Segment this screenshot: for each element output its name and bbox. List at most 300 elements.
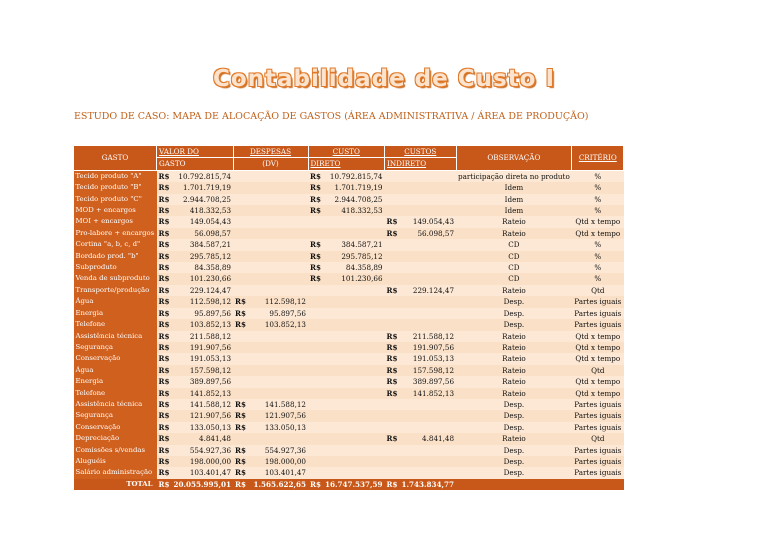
custo-direto-amount: 101.230,66 bbox=[323, 273, 385, 284]
custo-direto-currency bbox=[308, 410, 323, 421]
custo-indireto-amount: 4.841,48 bbox=[400, 433, 457, 444]
custo-direto-amount bbox=[323, 388, 385, 399]
despesa-amount bbox=[248, 433, 308, 444]
despesa-currency: R$ bbox=[235, 411, 246, 421]
observacao-cell: Desp. bbox=[456, 467, 572, 478]
table-row bbox=[74, 342, 624, 353]
criterio-cell: Qtd x tempo bbox=[572, 216, 624, 227]
despesa-amount: 198.000,00 bbox=[248, 456, 308, 467]
custo-direto-amount bbox=[323, 410, 385, 421]
gasto-label: Subproduto bbox=[74, 262, 157, 273]
custo-direto-currency bbox=[308, 319, 323, 330]
valor-currency: R$ bbox=[158, 399, 170, 409]
gasto-label: Segurança bbox=[74, 410, 157, 421]
valor-currency: R$ bbox=[158, 354, 170, 364]
gasto-label: Comissões s/vendas bbox=[74, 445, 157, 456]
custo-direto-amount bbox=[323, 296, 385, 307]
observacao-cell: Desp. bbox=[456, 399, 572, 410]
despesa-currency bbox=[233, 170, 248, 182]
custo-direto-currency: R$ bbox=[310, 171, 321, 181]
custo-direto-currency: R$ bbox=[310, 240, 321, 250]
despesa-amount: 103.401,47 bbox=[248, 467, 308, 478]
criterio-cell: Qtd x tempo bbox=[572, 388, 624, 399]
custo-direto-currency bbox=[308, 342, 323, 353]
header-custo-bottom: DIRETO bbox=[308, 158, 385, 170]
custo-indireto-amount bbox=[400, 308, 457, 319]
observacao-cell: Rateio bbox=[456, 433, 572, 444]
valor-currency: R$ bbox=[158, 468, 170, 478]
despesa-amount bbox=[248, 273, 308, 284]
custo-indireto-amount bbox=[400, 410, 457, 421]
gasto-label: Bordado prod. "b" bbox=[74, 251, 157, 262]
observacao-cell: Desp. bbox=[456, 308, 572, 319]
custo-direto-currency bbox=[308, 331, 323, 342]
despesa-currency: R$ bbox=[235, 456, 246, 466]
table-row bbox=[74, 308, 624, 319]
despesa-currency bbox=[233, 353, 248, 364]
header-observacao: OBSERVAÇÃO bbox=[456, 146, 572, 171]
custo-indireto-currency: R$ bbox=[386, 434, 398, 444]
valor-currency: R$ bbox=[158, 217, 170, 227]
gasto-label: Tecido produto "B" bbox=[74, 182, 157, 193]
gasto-label: MOI + encargos bbox=[74, 216, 157, 227]
table-row bbox=[74, 216, 624, 227]
header-criterio: CRITÉRIO bbox=[572, 146, 624, 171]
observacao-cell: Rateio bbox=[456, 216, 572, 227]
custo-indireto-currency: R$ bbox=[386, 365, 398, 375]
valor-currency: R$ bbox=[158, 240, 170, 250]
valor-amount: 95.897,56 bbox=[171, 308, 233, 319]
custo-direto-amount: 2.944.708,25 bbox=[323, 194, 385, 205]
valor-amount: 10.792.815,74 bbox=[171, 170, 233, 182]
gasto-label: Energia bbox=[74, 376, 157, 387]
table-row bbox=[74, 456, 624, 467]
custo-direto-amount bbox=[323, 319, 385, 330]
custo-direto-amount bbox=[323, 376, 385, 387]
valor-amount: 133.050,13 bbox=[171, 422, 233, 433]
observacao-cell: Rateio bbox=[456, 388, 572, 399]
valor-currency: R$ bbox=[158, 365, 170, 375]
valor-currency: R$ bbox=[158, 228, 170, 238]
despesa-amount: 141.588,12 bbox=[248, 399, 308, 410]
custo-direto-amount: 10.792.815,74 bbox=[323, 170, 385, 182]
valor-amount: 103.852,13 bbox=[171, 319, 233, 330]
valor-amount: 191.053,13 bbox=[171, 353, 233, 364]
custo-indireto-amount: 211.588,12 bbox=[400, 331, 457, 342]
despesa-amount: 103.852,13 bbox=[248, 319, 308, 330]
custo-indireto-currency: R$ bbox=[386, 342, 398, 352]
despesa-amount bbox=[248, 376, 308, 387]
valor-currency: R$ bbox=[158, 434, 170, 444]
table-row bbox=[74, 239, 624, 250]
gasto-label: Segurança bbox=[74, 342, 157, 353]
observacao-cell: Desp. bbox=[456, 422, 572, 433]
observacao-cell: Rateio bbox=[456, 228, 572, 239]
despesa-currency bbox=[233, 239, 248, 250]
custo-direto-amount: 384.587,21 bbox=[323, 239, 385, 250]
criterio-cell: % bbox=[572, 251, 624, 262]
custo-indireto-currency bbox=[385, 319, 400, 330]
valor-currency: R$ bbox=[158, 308, 170, 318]
table-row bbox=[74, 376, 624, 387]
custo-indireto-amount bbox=[400, 194, 457, 205]
criterio-cell: % bbox=[572, 170, 624, 182]
custo-direto-amount: 84.358,89 bbox=[323, 262, 385, 273]
header-despesas-bottom: (DV) bbox=[233, 158, 308, 170]
gasto-label: Tecido produto "A" bbox=[74, 170, 157, 182]
valor-currency: R$ bbox=[158, 377, 170, 387]
custo-direto-currency: R$ bbox=[310, 263, 321, 273]
criterio-cell: % bbox=[572, 194, 624, 205]
custo-indireto-amount: 56.098,57 bbox=[400, 228, 457, 239]
observacao-cell: Idem bbox=[456, 205, 572, 216]
custo-indireto-amount: 157.598,12 bbox=[400, 365, 457, 376]
custo-direto-currency bbox=[308, 296, 323, 307]
valor-amount: 56.098,57 bbox=[171, 228, 233, 239]
observacao-cell: Desp. bbox=[456, 456, 572, 467]
table-row bbox=[74, 228, 624, 239]
custo-indireto-amount bbox=[400, 422, 457, 433]
valor-currency: R$ bbox=[158, 206, 170, 216]
custo-direto-currency: R$ bbox=[310, 274, 321, 284]
header-custos-bottom: INDIRETO bbox=[385, 158, 457, 170]
despesa-currency bbox=[233, 365, 248, 376]
gasto-label: Água bbox=[74, 296, 157, 307]
total-observacao bbox=[456, 479, 572, 490]
header-custos-top: CUSTOS bbox=[385, 146, 457, 158]
custo-direto-amount bbox=[323, 285, 385, 296]
custo-indireto-currency: R$ bbox=[386, 377, 398, 387]
criterio-cell: Partes iguais bbox=[572, 467, 624, 478]
table-row bbox=[74, 319, 624, 330]
table-row bbox=[74, 182, 624, 193]
custo-direto-currency bbox=[308, 399, 323, 410]
custo-direto-currency bbox=[308, 216, 323, 227]
despesa-amount bbox=[248, 170, 308, 182]
custo-direto-currency bbox=[308, 308, 323, 319]
valor-amount: 121.907,56 bbox=[171, 410, 233, 421]
table-row bbox=[74, 467, 624, 478]
custo-direto-amount bbox=[323, 365, 385, 376]
custo-indireto-amount bbox=[400, 205, 457, 216]
custo-indireto-currency bbox=[385, 205, 400, 216]
custo-direto-amount bbox=[323, 216, 385, 227]
gasto-label: Assistência técnica bbox=[74, 399, 157, 410]
custo-direto-amount bbox=[323, 467, 385, 478]
custo-indireto-amount bbox=[400, 262, 457, 273]
custo-indireto-currency bbox=[385, 262, 400, 273]
table-row bbox=[74, 251, 624, 262]
despesa-amount bbox=[248, 285, 308, 296]
table-header bbox=[74, 146, 624, 171]
custo-indireto-amount: 229.124,47 bbox=[400, 285, 457, 296]
criterio-cell: % bbox=[572, 182, 624, 193]
gasto-label: Salário administração bbox=[74, 467, 157, 478]
despesa-amount bbox=[248, 262, 308, 273]
criterio-cell: Partes iguais bbox=[572, 308, 624, 319]
criterio-cell: Qtd bbox=[572, 285, 624, 296]
allocation-table bbox=[73, 145, 624, 490]
despesa-amount bbox=[248, 388, 308, 399]
table-row bbox=[74, 422, 624, 433]
criterio-cell: Qtd bbox=[572, 433, 624, 444]
criterio-cell: Qtd x tempo bbox=[572, 353, 624, 364]
table-row bbox=[74, 296, 624, 307]
custo-direto-currency bbox=[308, 388, 323, 399]
criterio-cell: Partes iguais bbox=[572, 319, 624, 330]
custo-indireto-currency: R$ bbox=[386, 285, 398, 295]
despesa-amount bbox=[248, 194, 308, 205]
valor-amount: 418.332,53 bbox=[171, 205, 233, 216]
despesa-amount: 554.927,36 bbox=[248, 445, 308, 456]
gasto-label: Telefone bbox=[74, 388, 157, 399]
valor-amount: 112.598,12 bbox=[171, 296, 233, 307]
despesa-currency bbox=[233, 251, 248, 262]
valor-currency: R$ bbox=[158, 422, 170, 432]
header-gasto: GASTO bbox=[74, 146, 157, 171]
despesa-currency: R$ bbox=[235, 297, 246, 307]
criterio-cell: Partes iguais bbox=[572, 456, 624, 467]
gasto-label: Assistência técnica bbox=[74, 331, 157, 342]
despesa-currency bbox=[233, 342, 248, 353]
table-row bbox=[74, 388, 624, 399]
despesa-currency bbox=[233, 331, 248, 342]
criterio-cell: Partes iguais bbox=[572, 422, 624, 433]
valor-currency: R$ bbox=[158, 183, 170, 193]
page-title: Contabilidade de Custo I bbox=[212, 66, 556, 92]
despesa-amount: 121.907,56 bbox=[248, 410, 308, 421]
valor-amount: 389.897,56 bbox=[171, 376, 233, 387]
valor-currency: R$ bbox=[158, 297, 170, 307]
case-study-subtitle: ESTUDO DE CASO: MAPA DE ALOCAÇÃO DE GASTOS (ÁREA ADMINISTRATIVA / ÁREA DE PRODUÇÃO) bbox=[74, 111, 589, 122]
despesa-currency bbox=[233, 433, 248, 444]
custo-direto-currency bbox=[308, 456, 323, 467]
valor-currency: R$ bbox=[158, 263, 170, 273]
criterio-cell: Qtd bbox=[572, 365, 624, 376]
valor-currency: R$ bbox=[158, 331, 170, 341]
custo-direto-amount bbox=[323, 433, 385, 444]
table-row bbox=[74, 410, 624, 421]
custo-indireto-amount: 389.897,56 bbox=[400, 376, 457, 387]
custo-indireto-amount: 191.907,56 bbox=[400, 342, 457, 353]
criterio-cell: Qtd x tempo bbox=[572, 376, 624, 387]
observacao-cell: Desp. bbox=[456, 296, 572, 307]
total-valor: 20.055.995,01 bbox=[173, 479, 232, 489]
valor-amount: 141.588,12 bbox=[171, 399, 233, 410]
criterio-cell: Qtd x tempo bbox=[572, 342, 624, 353]
despesa-amount bbox=[248, 228, 308, 239]
despesa-currency bbox=[233, 182, 248, 193]
observacao-cell: Desp. bbox=[456, 319, 572, 330]
despesa-currency bbox=[233, 228, 248, 239]
table-row bbox=[74, 433, 624, 444]
valor-amount: 2.944.708,25 bbox=[171, 194, 233, 205]
valor-amount: 84.358,89 bbox=[171, 262, 233, 273]
despesa-amount: 112.598,12 bbox=[248, 296, 308, 307]
custo-indireto-currency bbox=[385, 467, 400, 478]
custo-indireto-currency: R$ bbox=[386, 217, 398, 227]
despesa-amount bbox=[248, 216, 308, 227]
criterio-cell: Partes iguais bbox=[572, 445, 624, 456]
total-despesa-currency: R$ bbox=[235, 479, 246, 489]
valor-amount: 101.230,66 bbox=[171, 273, 233, 284]
observacao-cell: CD bbox=[456, 239, 572, 250]
custo-indireto-currency: R$ bbox=[386, 354, 398, 364]
observacao-cell: CD bbox=[456, 273, 572, 284]
despesa-currency: R$ bbox=[235, 468, 246, 478]
custo-indireto-currency bbox=[385, 239, 400, 250]
custo-indireto-currency bbox=[385, 194, 400, 205]
gasto-label: Cortina "a, b, c, d" bbox=[74, 239, 157, 250]
total-despesa: 1.565.622,65 bbox=[248, 479, 308, 490]
observacao-cell: Idem bbox=[456, 194, 572, 205]
valor-currency: R$ bbox=[158, 456, 170, 466]
custo-direto-amount: 1.701.719,19 bbox=[323, 182, 385, 193]
criterio-cell: Qtd x tempo bbox=[572, 331, 624, 342]
despesa-amount bbox=[248, 239, 308, 250]
custo-direto-amount bbox=[323, 228, 385, 239]
gasto-label: Pro-labore + encargos bbox=[74, 228, 157, 239]
header-despesas-top: DESPESAS bbox=[233, 146, 308, 158]
custo-indireto-currency bbox=[385, 399, 400, 410]
custo-direto-currency: R$ bbox=[310, 206, 321, 216]
gasto-label: Aluguéis bbox=[74, 456, 157, 467]
custo-direto-amount bbox=[323, 353, 385, 364]
total-valor-currency: R$ bbox=[158, 479, 170, 489]
criterio-cell: % bbox=[572, 273, 624, 284]
header-custo-top: CUSTO bbox=[308, 146, 385, 158]
despesa-amount bbox=[248, 342, 308, 353]
observacao-cell: Rateio bbox=[456, 353, 572, 364]
valor-currency: R$ bbox=[158, 274, 170, 284]
valor-amount: 1.701.719,19 bbox=[171, 182, 233, 193]
custo-indireto-amount bbox=[400, 456, 457, 467]
despesa-currency: R$ bbox=[235, 308, 246, 318]
valor-currency: R$ bbox=[158, 388, 170, 398]
custo-indireto-currency: R$ bbox=[386, 228, 398, 238]
custo-indireto-amount: 191.053,13 bbox=[400, 353, 457, 364]
table-row bbox=[74, 205, 624, 216]
custo-direto-currency bbox=[308, 422, 323, 433]
valor-currency: R$ bbox=[158, 251, 170, 261]
total-custo-indireto-currency: R$ bbox=[386, 479, 398, 489]
custo-indireto-currency bbox=[385, 456, 400, 467]
custo-indireto-amount bbox=[400, 319, 457, 330]
observacao-cell: Rateio bbox=[456, 331, 572, 342]
custo-direto-amount bbox=[323, 331, 385, 342]
observacao-cell: Desp. bbox=[456, 445, 572, 456]
valor-amount: 141.852,13 bbox=[171, 388, 233, 399]
custo-direto-currency: R$ bbox=[310, 194, 321, 204]
custo-direto-currency bbox=[308, 228, 323, 239]
valor-currency: R$ bbox=[158, 320, 170, 330]
observacao-cell: Desp. bbox=[456, 410, 572, 421]
despesa-currency: R$ bbox=[235, 399, 246, 409]
gasto-label: Conservação bbox=[74, 353, 157, 364]
despesa-currency bbox=[233, 194, 248, 205]
despesa-amount bbox=[248, 365, 308, 376]
custo-indireto-amount bbox=[400, 445, 457, 456]
table-row bbox=[74, 262, 624, 273]
table-row bbox=[74, 353, 624, 364]
observacao-cell: Idem bbox=[456, 182, 572, 193]
custo-direto-amount bbox=[323, 422, 385, 433]
criterio-cell: Partes iguais bbox=[572, 296, 624, 307]
despesa-currency bbox=[233, 388, 248, 399]
custo-indireto-currency: R$ bbox=[386, 331, 398, 341]
custo-indireto-amount bbox=[400, 296, 457, 307]
gasto-label: Tecido produto "C" bbox=[74, 194, 157, 205]
custo-indireto-currency bbox=[385, 445, 400, 456]
custo-direto-amount bbox=[323, 308, 385, 319]
custo-direto-currency bbox=[308, 376, 323, 387]
despesa-currency bbox=[233, 376, 248, 387]
custo-direto-currency bbox=[308, 467, 323, 478]
custo-direto-amount bbox=[323, 456, 385, 467]
valor-amount: 157.598,12 bbox=[171, 365, 233, 376]
despesa-currency bbox=[233, 273, 248, 284]
custo-direto-currency bbox=[308, 365, 323, 376]
total-row bbox=[74, 479, 624, 490]
custo-indireto-currency bbox=[385, 296, 400, 307]
despesa-currency bbox=[233, 285, 248, 296]
gasto-label: Depreciação bbox=[74, 433, 157, 444]
custo-indireto-amount: 149.054,43 bbox=[400, 216, 457, 227]
criterio-cell: % bbox=[572, 239, 624, 250]
custo-indireto-currency bbox=[385, 308, 400, 319]
valor-amount: 384.587,21 bbox=[171, 239, 233, 250]
valor-currency: R$ bbox=[158, 194, 170, 204]
valor-currency: R$ bbox=[158, 445, 170, 455]
valor-currency: R$ bbox=[158, 342, 170, 352]
despesa-amount bbox=[248, 251, 308, 262]
valor-amount: 229.124,47 bbox=[171, 285, 233, 296]
valor-currency: R$ bbox=[158, 171, 170, 181]
total-custo-indireto: 1.743.834,77 bbox=[401, 479, 455, 489]
custo-indireto-amount bbox=[400, 273, 457, 284]
custo-indireto-amount bbox=[400, 239, 457, 250]
valor-amount: 211.588,12 bbox=[171, 331, 233, 342]
custo-direto-currency bbox=[308, 445, 323, 456]
observacao-cell: CD bbox=[456, 251, 572, 262]
custo-direto-currency bbox=[308, 433, 323, 444]
gasto-label: Conservação bbox=[74, 422, 157, 433]
criterio-cell: % bbox=[572, 205, 624, 216]
criterio-cell: Partes iguais bbox=[572, 410, 624, 421]
header-valor-top: VALOR DO bbox=[157, 146, 234, 158]
custo-direto-amount bbox=[323, 399, 385, 410]
valor-amount: 554.927,36 bbox=[171, 445, 233, 456]
observacao-cell: Rateio bbox=[456, 365, 572, 376]
custo-indireto-amount bbox=[400, 182, 457, 193]
custo-indireto-currency bbox=[385, 422, 400, 433]
valor-amount: 191.907,56 bbox=[171, 342, 233, 353]
table-body bbox=[74, 170, 624, 490]
header-valor-bottom: GASTO bbox=[157, 158, 234, 170]
custo-direto-amount: 418.332,53 bbox=[323, 205, 385, 216]
custo-direto-amount bbox=[323, 445, 385, 456]
despesa-currency: R$ bbox=[235, 445, 246, 455]
despesa-currency: R$ bbox=[235, 320, 246, 330]
criterio-cell: Partes iguais bbox=[572, 399, 624, 410]
custo-direto-currency: R$ bbox=[310, 183, 321, 193]
criterio-cell: Qtd x tempo bbox=[572, 228, 624, 239]
table-row bbox=[74, 194, 624, 205]
custo-direto-currency: R$ bbox=[310, 251, 321, 261]
valor-amount: 4.841,48 bbox=[171, 433, 233, 444]
gasto-label: Transporte/produção bbox=[74, 285, 157, 296]
custo-indireto-currency bbox=[385, 182, 400, 193]
